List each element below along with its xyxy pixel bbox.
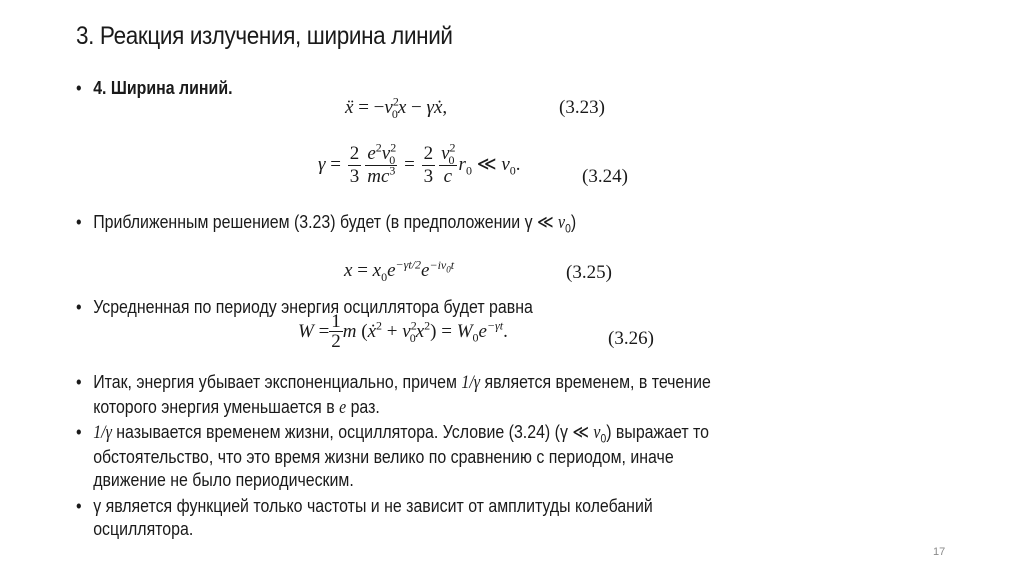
equation-3-24: γ = $\frac{2}{3}$ $\frac{e^2\nu^2_0}{mc^3}$ = $\frac{2}{3}$ $\frac{\nu^2_0}{c}$ $r_0$ ≪ $\nu_0$. [318,140,521,187]
equation-number: (3.24) [582,166,628,187]
bullet-text: Итак, энергия убывает экспоненциально, причем [93,371,462,392]
bullet-text: называется временем жизни, осциллятора. Условие (3.24) (γ ≪ [111,421,594,442]
bullet-text-tail: ) [570,211,577,232]
math-subscript: 0 [565,221,571,236]
slide-title: 3. Реакция излучения, ширина линий [76,22,453,50]
bullet-approx-solution [76,210,576,235]
bullet-icon: • [76,211,82,232]
math-nu: ν [593,423,601,443]
math-e: e [339,398,347,418]
equation-number: (3.25) [566,262,612,283]
bullet-icon: • [76,495,82,516]
bullet-lifetime [76,420,709,491]
bullet-icon: • [76,421,82,442]
equation-number: (3.23) [559,97,605,118]
bullet-icon: • [76,296,82,317]
bullet-exponential-decay [76,370,711,420]
bullet-text: обстоятельство, что это время жизни велико по сравнению с периодом, иначе [93,446,674,467]
math-nu: ν [558,213,566,233]
bullet-text: 4. Ширина линий. [93,77,233,98]
bullet-text: движение не было периодическим. [93,469,354,490]
bullet-heading [76,76,233,99]
equation-3-26: W = $\frac{1}{2}$ m (ẋ$^2$ + $\nu^2_0x^2) = W_0e^{-\gamma t}$. [298,311,508,352]
math-inverse-gamma: 1/γ [461,373,481,393]
equation-3-23: ẍ = $-\nu^2_0x$ − γẋ, [345,94,448,121]
bullet-text: γ является функцией только частоты и не зависит от амплитуды колебаний [93,495,653,516]
bullet-icon: • [76,371,82,392]
bullet-text: осциллятора. [93,518,194,539]
page-number: 17 [933,546,946,558]
math-subscript: 0 [600,431,607,446]
bullet-text: раз. [346,396,380,417]
equation-3-25: $x = x_0e^{-\gamma t/2}e^{-i\nu_0t}$ [344,257,455,284]
bullet-text: которого энергия уменьшается в [93,396,340,417]
math-inverse-gamma: 1/γ [93,423,112,443]
equation-number: (3.26) [608,328,654,349]
bullet-icon: • [76,77,82,98]
bullet-text: ) выражает то [606,421,710,442]
bullet-text: Приближенным решением (3.23) будет (в предположении γ ≪ [93,211,559,232]
bullet-text: является временем, в течение [480,371,711,392]
bullet-text: Усредненная по периоду энергия осциллятора будет равна [93,296,533,317]
bullet-gamma-function [76,494,653,540]
